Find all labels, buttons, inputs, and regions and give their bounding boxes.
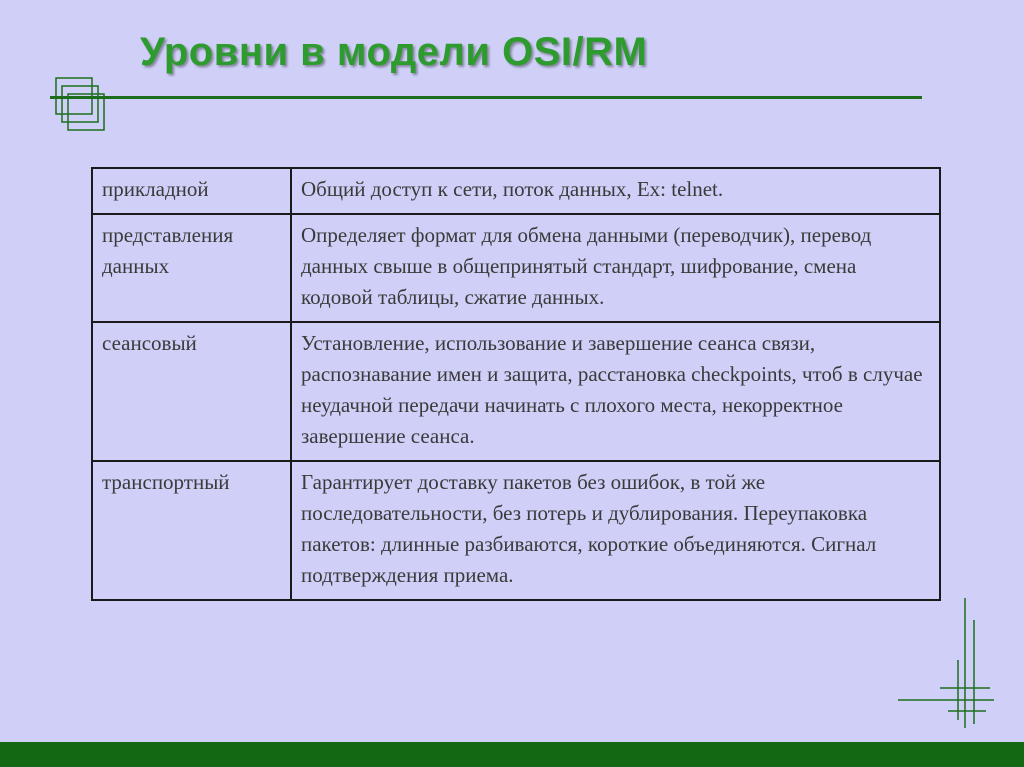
footer-band [0, 742, 1024, 767]
table-row [92, 168, 940, 214]
layer-description: Гарантирует доставку пакетов без ошибок, в той же последовательности, без потерь и дублирования. Переупаковка пакетов: длинные разбиваются, короткие объединяются. Сигнал подтверждения приема. [291, 461, 940, 600]
title-underline [50, 96, 922, 99]
layer-description: Установление, использование и завершение сеанса связи, распознавание имен и защита, расстановка checkpoints, чтоб в случае неудачной передачи начинать с плохого места, некорректное завершение сеанса. [291, 322, 940, 461]
table-row [92, 214, 940, 322]
osi-layers-table [91, 167, 941, 601]
table-row [92, 322, 940, 461]
layer-name: сеансовый [92, 322, 291, 461]
layer-name: прикладной [92, 168, 291, 214]
decorative-grid-lines-icon [890, 590, 1000, 740]
decorative-squares-icon [48, 72, 112, 136]
layer-description: Определяет формат для обмена данными (переводчик), перевод данных свыше в общепринятый стандарт, шифрование, смена кодовой таблицы, сжатие данных. [291, 214, 940, 322]
layer-description: Общий доступ к сети, поток данных, Ex: telnet. [291, 168, 940, 214]
table-row [92, 461, 940, 600]
layer-name: представления данных [92, 214, 291, 322]
page-title: Уровни в модели OSI/RM [140, 30, 648, 74]
layer-name: транспортный [92, 461, 291, 600]
